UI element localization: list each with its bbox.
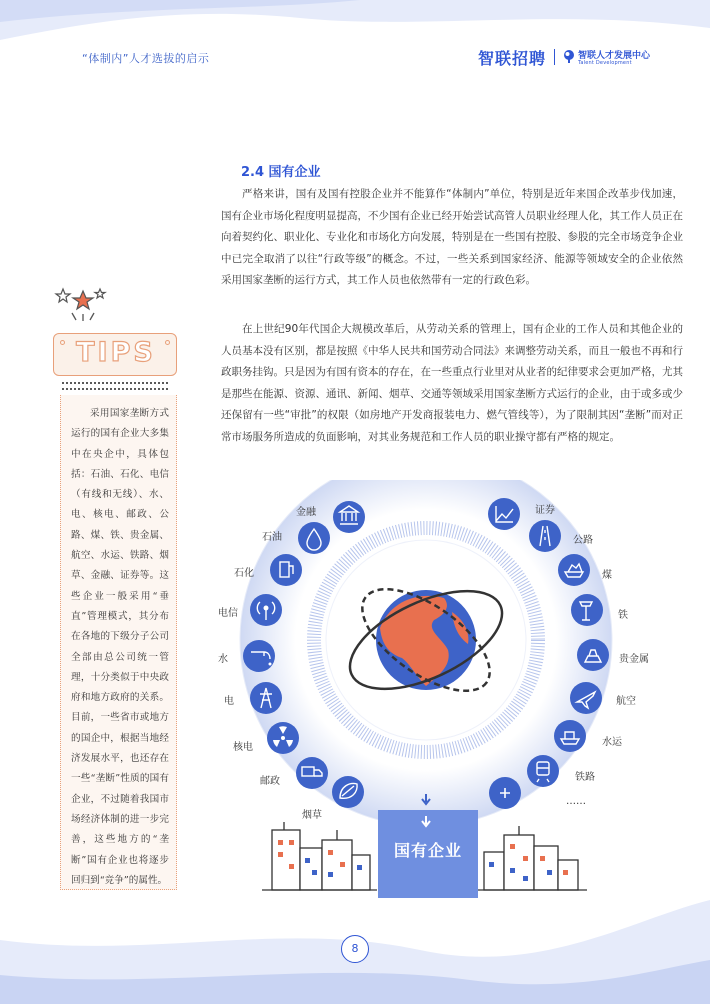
industry-icon-power [250, 682, 282, 714]
industry-icon-more [489, 777, 521, 809]
industry-icon-metal [577, 639, 609, 671]
section-title: 2.4 国有企业 [241, 165, 321, 180]
industry-icon-nuclear [267, 722, 299, 754]
center-label: 国有企业 [393, 841, 462, 860]
state-enterprise-diagram [212, 480, 682, 900]
talent-center-logo-en: Talent Development [578, 60, 632, 66]
industry-icon-oil [298, 522, 330, 554]
talent-center-logo: 智联人才发展中心 [578, 51, 651, 61]
label-petrochem: 石化 [234, 568, 254, 579]
label-aviation: 航空 [616, 696, 636, 707]
label-highway: 公路 [573, 535, 593, 546]
logo-divider [554, 49, 555, 65]
page-number: 8 [341, 935, 369, 963]
label-telecom: 电信 [218, 608, 238, 619]
tips-label: TIPS [76, 337, 156, 368]
industry-icon-highway [529, 520, 561, 552]
header-title: “体制内”人才选拔的启示 [82, 52, 210, 65]
zhaopin-logo: 智联招聘 [478, 49, 547, 68]
label-coal: 煤 [602, 570, 612, 581]
industry-icon-water [243, 640, 275, 672]
industry-icon-finance [333, 501, 365, 533]
industry-icon-shipping [554, 720, 586, 752]
label-nuclear: 核电 [233, 742, 253, 753]
label-oil: 石油 [262, 532, 282, 543]
label-shipping: 水运 [602, 737, 622, 748]
label-finance: 金融 [296, 507, 316, 518]
label-post: 邮政 [260, 776, 280, 787]
label-metal: 贵金属 [619, 654, 649, 665]
header-wave-decoration [0, 0, 710, 90]
label-iron: 铁 [618, 610, 628, 621]
tips-dotted-divider [62, 382, 168, 390]
industry-icon-post [296, 757, 328, 789]
talent-center-logo-icon [562, 49, 576, 63]
stars-icon [50, 287, 110, 323]
label-power: 电 [224, 696, 234, 707]
industry-icon-securities [488, 498, 520, 530]
label-more: …… [566, 796, 586, 807]
industry-icon-coal [558, 554, 590, 586]
tips-body: 采用国家垄断方式运行的国有企业大多集中在央企中，具体包括：石油、石化、电信（有线和无线）、水、电、核电、邮政、公路、煤、铁、贵金属、航空、水运、铁路、烟草、金融、证券等。这些企业一般采用“垂直”管理模式，其分布在各地的下级分子公司全部由总公司统一管理，十分类似于中央政府和地方政府的关系。目前，一些省市或地方的国企中，根据当地经济发展水平，也还存在一些“垄断”性质的国有企业，不过随着我国市场经济体制的进一步完善，这些地方的“垄断”国有企业也将逐步回归到“竞争”的属性。 [71, 408, 169, 886]
label-water: 水 [218, 654, 228, 665]
industry-icon-telecom [250, 594, 282, 626]
paragraph-2: 在上世纪90年代国企大规模改革后，从劳动关系的管理上，国有企业的工作人员和其他企业的人员基本没有区别，都是按照《中华人民共和国劳动合同法》来调整劳动关系，而且一般也不再和行政职务挂钩。只是因为有国有资本的存在，在一些重点行业里对从业者的纪律要求会更加严格，尤其是那些在能源、资源、通讯、新闻、烟草、交通等领域采用国家垄断方式运行的企业，由于或多或少还保留有一些“审批”的权限（如房地产开发商报装电力、燃气管线等），为了限制其因“垄断”而对正常市场服务所造成的负面影响，对其业务规范和工作人员的职业操守都有严格的规定。 [221, 323, 683, 443]
industry-icon-aviation [570, 682, 602, 714]
industry-icon-railway [527, 755, 559, 787]
tips-label-box [53, 333, 177, 376]
label-railway: 铁路 [575, 772, 595, 783]
paragraph-1: 严格来讲，国有及国有控股企业并不能算作“体制内”单位，特别是近年来国企改革步伐加速，国有企业市场化程度明显提高，不少国有企业已经开始尝试高管人员职业经理人化，其工作人员正在向着契约化、职业化、专业化和市场化方向发展，特别是在一些国有控股、参股的完全市场竞争企业中已完全取消了以往“行政等级”的概念。不过，一些关系到国家经济、能源等领域安全的企业依然采用国家垄断的运行方式，其工作人员也依然带有一定的行政色彩。 [221, 188, 683, 287]
industry-icon-tobacco [332, 776, 364, 808]
label-securities: 证券 [535, 505, 555, 516]
industry-icon-iron [571, 594, 603, 626]
industry-icon-petrochem [270, 554, 302, 586]
city-skyline-right [478, 826, 587, 890]
label-tobacco: 烟草 [302, 810, 322, 821]
